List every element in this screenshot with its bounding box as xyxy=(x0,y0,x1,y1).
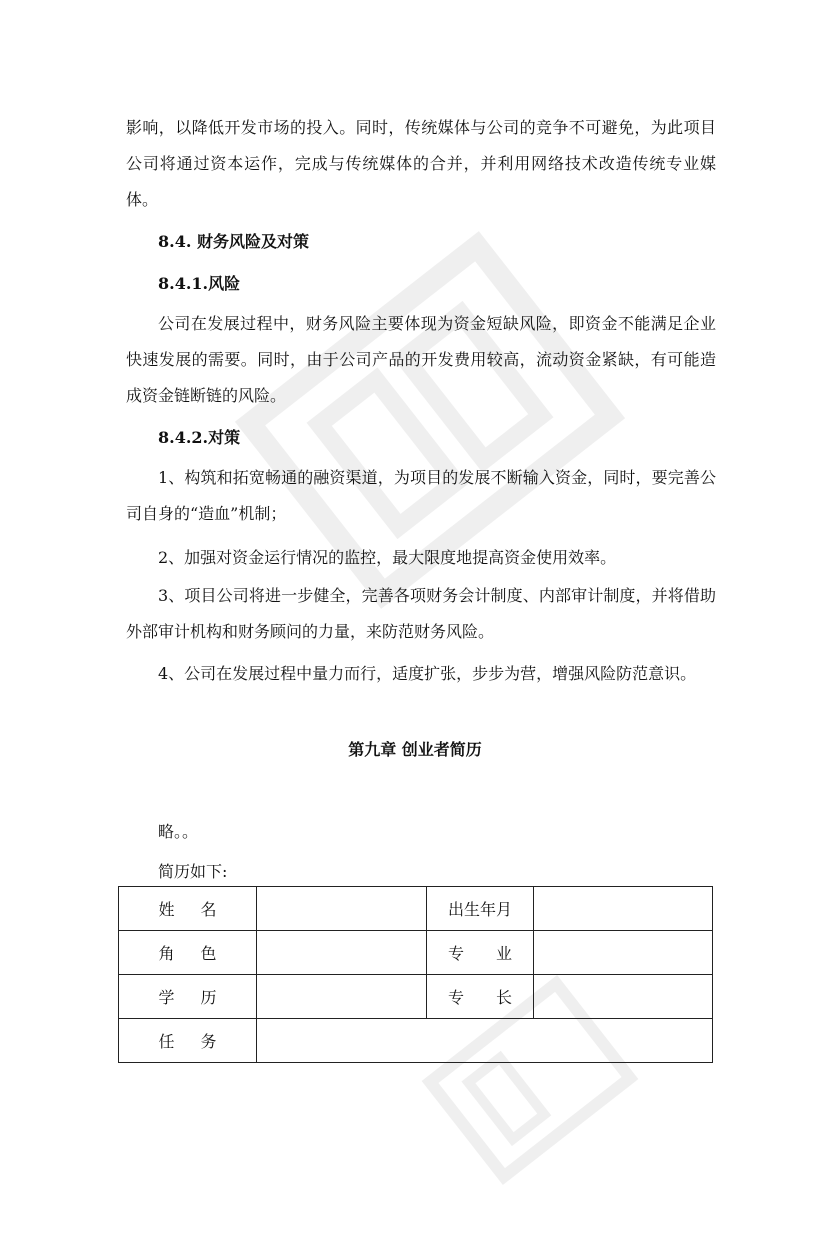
education-label: 学历 xyxy=(158,988,217,1007)
role-value-cell xyxy=(257,931,427,975)
major-label: 专业 xyxy=(448,944,512,963)
countermeasure-item-4: 4、公司在发展过程中量力而行，适度扩张，步步为营，增强风险防范意识。 xyxy=(158,664,697,683)
specialty-value-cell xyxy=(534,975,713,1019)
birth-value-cell xyxy=(534,887,713,931)
duty-value-cell xyxy=(257,1019,713,1063)
role-label-cell xyxy=(119,931,257,975)
name-value-cell xyxy=(257,887,427,931)
duty-label-cell xyxy=(119,1019,257,1063)
specialty-label-cell xyxy=(427,975,534,1019)
resume-intro: 简历如下: xyxy=(158,862,228,881)
resume-table xyxy=(118,886,713,1063)
subsection-heading-countermeasures: 8.4.2.对策 xyxy=(158,428,241,447)
section-heading-8-4: 8.4. 财务风险及对策 xyxy=(158,232,309,251)
table-row xyxy=(119,1019,713,1063)
name-label-cell xyxy=(119,887,257,931)
countermeasure-item-1: 1、构筑和拓宽畅通的融资渠道，为项目的发展不断输入资金，同时，要完善公司自身的“造血”机制； xyxy=(126,468,716,523)
chapter-title: 第九章 创业者简历 xyxy=(348,740,482,759)
birth-label: 出生年月 xyxy=(447,900,512,919)
name-label: 姓名 xyxy=(158,900,217,919)
omitted-note: 略。。 xyxy=(158,822,199,841)
table-row xyxy=(119,887,713,931)
specialty-label: 专长 xyxy=(448,988,512,1007)
subsection-heading-risk: 8.4.1.风险 xyxy=(158,274,241,293)
role-label: 角色 xyxy=(158,944,217,963)
intro-paragraph: 影响，以降低开发市场的投入。同时，传统媒体与公司的竞争不可避免，为此项目公司将通过资本运作，完成与传统媒体的合并，并利用网络技术改造传统专业媒体。 xyxy=(126,118,716,209)
duty-label: 任务 xyxy=(158,1032,217,1051)
table-row xyxy=(119,931,713,975)
countermeasure-item-2: 2、加强对资金运行情况的监控，最大限度地提高资金使用效率。 xyxy=(158,548,617,567)
risk-paragraph: 公司在发展过程中，财务风险主要体现为资金短缺风险，即资金不能满足企业快速发展的需要。同时，由于公司产品的开发费用较高，流动资金紧缺，有可能造成资金链断链的风险。 xyxy=(126,314,716,405)
major-value-cell xyxy=(534,931,713,975)
major-label-cell xyxy=(427,931,534,975)
countermeasure-item-3: 3、项目公司将进一步健全，完善各项财务会计制度、内部审计制度，并将借助外部审计机构和财务顾问的力量，来防范财务风险。 xyxy=(126,586,716,641)
table-row xyxy=(119,975,713,1019)
education-label-cell xyxy=(119,975,257,1019)
birth-label-cell xyxy=(427,887,534,931)
education-value-cell xyxy=(257,975,427,1019)
